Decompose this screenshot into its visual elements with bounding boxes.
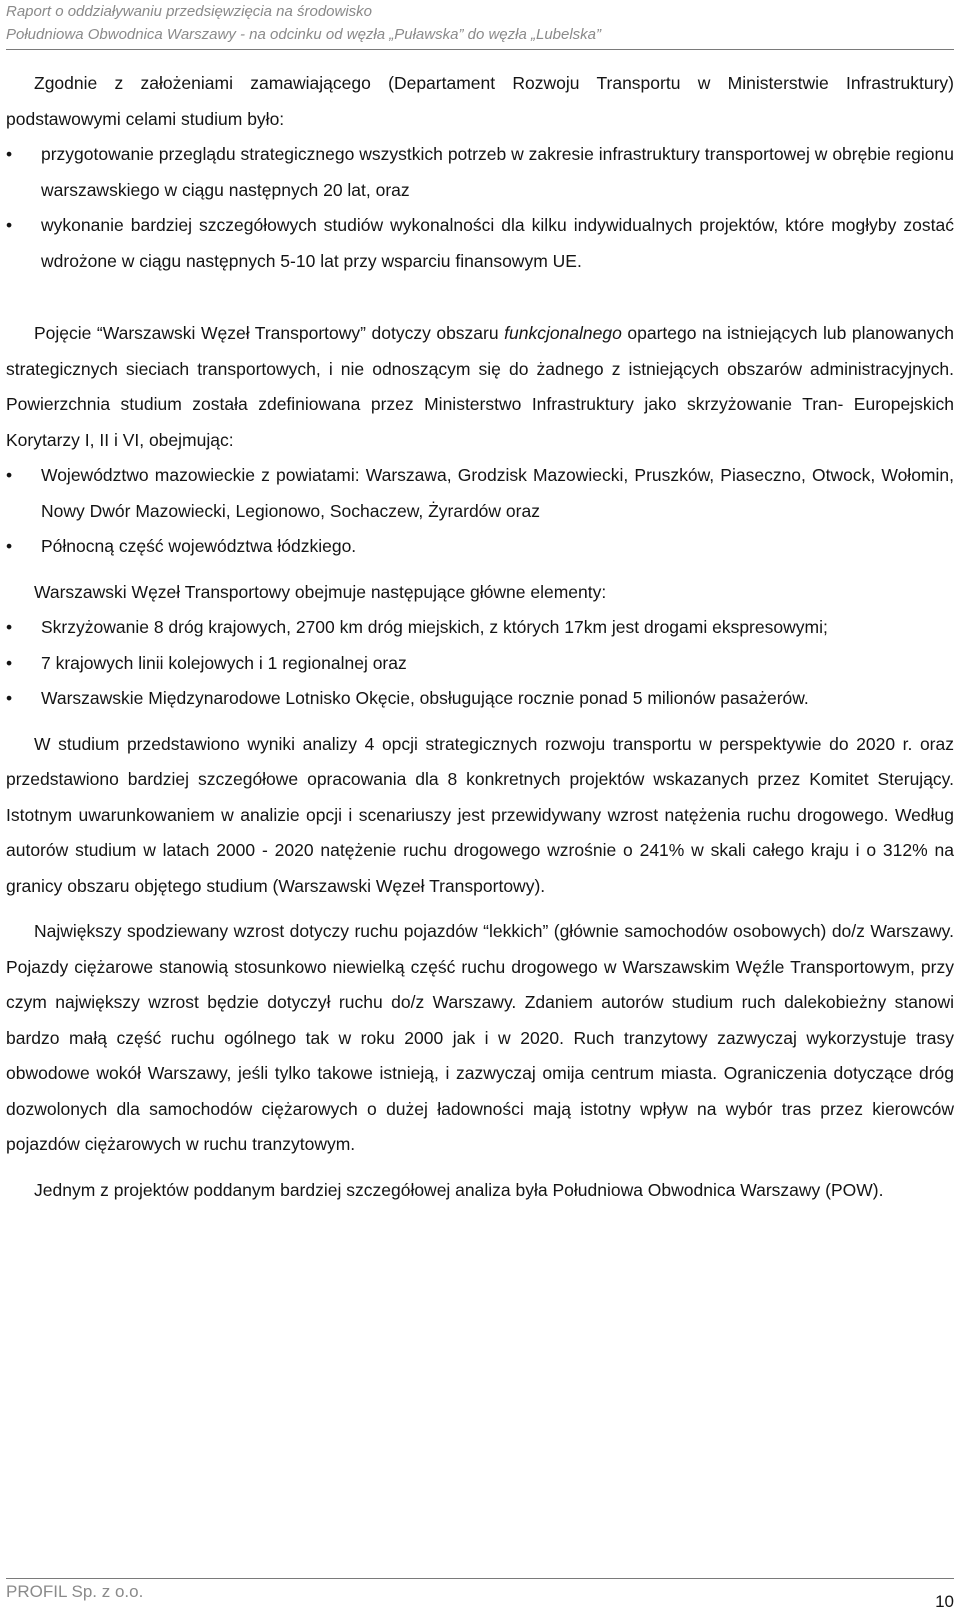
list-item: • 7 krajowych linii kolejowych i 1 regionalnej oraz	[6, 646, 954, 682]
list-item: • Skrzyżowanie 8 dróg krajowych, 2700 km dróg miejskich, z których 17km jest drogami ekspresowymi;	[6, 610, 954, 646]
page-header	[6, 0, 954, 50]
elements-list	[6, 610, 954, 717]
bullet-icon: •	[6, 144, 13, 164]
bullet-icon: •	[6, 652, 13, 673]
list-item: • przygotowanie przeglądu strategicznego wszystkich potrzeb w zakresie infrastruktury transportowej w obrębie regionu warszawskiego w ciągu następnych 20 lat, oraz	[6, 137, 954, 208]
elements-intro: Warszawski Węzeł Transportowy obejmuje następujące główne elementy:	[34, 581, 607, 602]
page-footer	[6, 1578, 954, 1611]
footer-company: PROFIL Sp. z o.o.	[6, 1582, 144, 1601]
bullet-icon: •	[6, 215, 13, 235]
header-project-title: Południowa Obwodnica Warszawy - na odcinku od węzła „Puławska” do węzła „Lubelska”	[6, 26, 602, 43]
list-item: • Północną część województwa łódzkiego.	[6, 529, 954, 565]
bullet-icon: •	[6, 688, 13, 708]
pow-paragraph: Jednym z projektów poddanym bardziej szczegółowej analiza była Południowa Obwodnica Warszawy (POW).	[34, 1179, 884, 1200]
list-item: • wykonanie bardziej szczegółowych studiów wykonalności dla kilku indywidualnych projektów, które mogłyby zostać wdrożone w ciągu następnych 5-10 lat przy wsparciu finansowym UE.	[6, 208, 954, 279]
page-number: 10	[935, 1592, 954, 1611]
bullet-icon: •	[6, 536, 13, 556]
header-report-title: Raport o oddziaływaniu przedsięwzięcia na środowisko	[6, 3, 373, 20]
bullet-icon: •	[6, 465, 13, 485]
goals-list	[6, 137, 954, 279]
list-item: • Województwo mazowieckie z powiatami: Warszawa, Grodzisk Mazowiecki, Pruszków, Piaseczno, Otwock, Wołomin, Nowy Dwór Mazowiecki, Legionowo, Sochaczew, Żyrardów oraz	[6, 458, 954, 529]
bullet-icon: •	[6, 617, 13, 637]
concept-paragraph: Pojęcie “Warszawski Węzeł Transportowy” dotyczy obszaru funkcjonalnego opartego na istniejących lub planowanych strategicznych sieciach transportowych, i nie odnoszącym się do żadnego z istniejących obszarów administracyjnych. Powierzchnia studium została zdefiniowana przez Ministerstwo Infrastruktury jako skrzyżowanie Tran- Europejskich Korytarzy I, II i VI, obejmując:	[6, 323, 954, 450]
list-item: • Warszawskie Międzynarodowe Lotnisko Okęcie, obsługujące rocznie ponad 5 milionów pasażerów.	[6, 681, 954, 717]
study-paragraph: W studium przedstawiono wyniki analizy 4 opcji strategicznych rozwoju transportu w perspektywie do 2020 r. oraz przedstawiono bardziej szczegółowe opracowania dla 8 konkretnych projektów wskazanych przez Komitet Sterujący. Istotnym uwarunkowaniem w analizie opcji i scenariuszy jest przewidywany wzrost natężenia ruchu drogowego. Według autorów studium w latach 2000 - 2020 natężenie ruchu drogowego wzrośnie o 241% w skali całego kraju i o 312% na granicy obszaru objętego studium (Warszawski Węzeł Transportowy).	[6, 733, 954, 896]
intro-paragraph: Zgodnie z założeniami zamawiającego (Departament Rozwoju Transportu w Ministerstwie Infrastruktury) podstawowymi celami studium było:	[6, 73, 954, 129]
document-body	[6, 66, 954, 1208]
traffic-paragraph: Największy spodziewany wzrost dotyczy ruchu pojazdów “lekkich” (głównie samochodów osobowych) do/z Warszawy. Pojazdy ciężarowe stanowią stosunkowo niewielką część ruchu drogowego w Warszawskim Węźle Transportowym, przy czym największy wzrost będzie dotyczył ruchu do/z Warszawy. Zdaniem autorów studium ruch dalekobieżny stanowi bardzo małą część ruchu ogólnego tak w roku 2000 jak i w 2020. Ruch tranzytowy zazwyczaj wykorzystuje trasy obwodowe wokół Warszawy, jeśli tylko takowe istnieją, i zazwyczaj omija centrum miasta. Ograniczenia dotyczące dróg dozwolonych dla samochodów ciężarowych o dużej ładowności mają istotny wpływ na wybór tras przez kierowców pojazdów ciężarowych w ruchu tranzytowym.	[6, 921, 954, 1154]
areas-list	[6, 458, 954, 565]
